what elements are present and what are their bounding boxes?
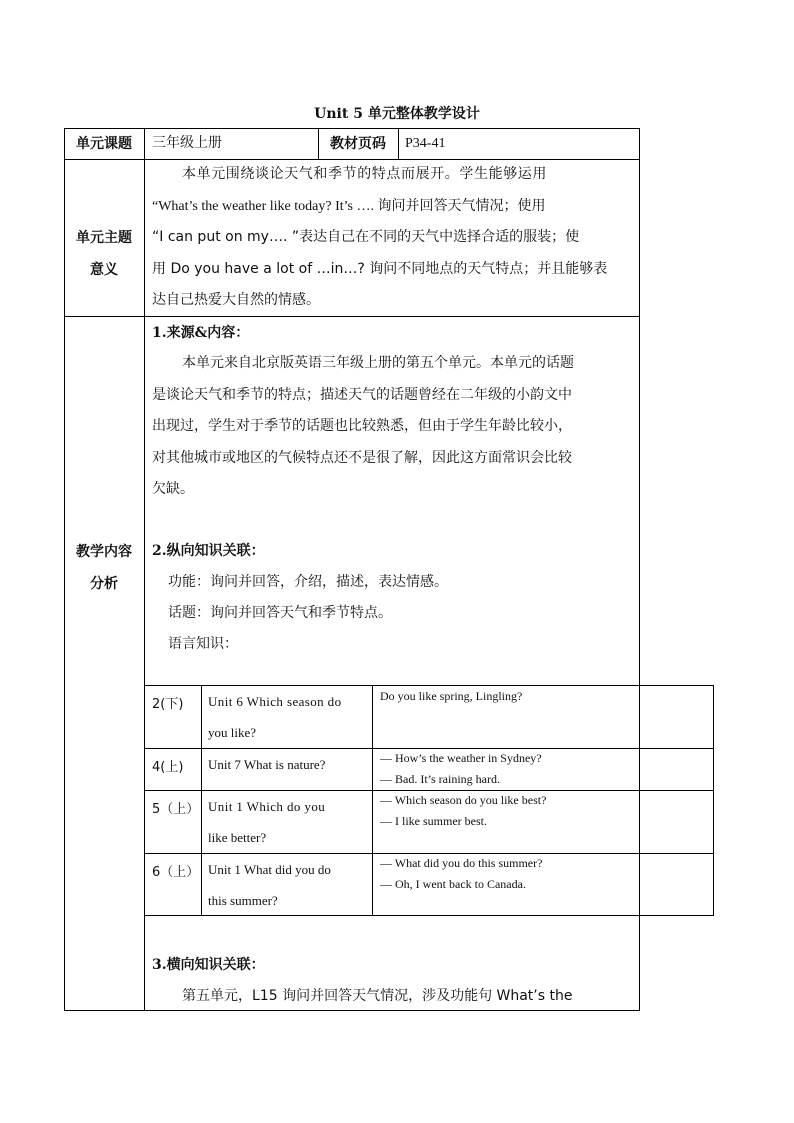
- table-row-example: — Which season do you like best?: [380, 793, 547, 807]
- label-textbook-pages: 教材页码: [330, 136, 386, 152]
- textbook-pages-value: P34-41: [405, 136, 446, 151]
- label-content-analysis-line2: 分析: [90, 576, 118, 592]
- table-row-example: — What did you do this summer?: [380, 856, 543, 870]
- table-row-grade: 6（上）: [152, 865, 200, 880]
- theme-line: “I can put on my…. ”表达自己在不同的天气中选择合适的服装；使: [152, 229, 580, 245]
- theme-line: 达自己热爱大自然的情感。: [152, 292, 320, 308]
- table-row-grade: 2(下): [152, 697, 184, 712]
- section3-heading: 3.横向知识关联：: [152, 957, 265, 973]
- table-row-unit: Unit 7 What is nature?: [208, 757, 326, 772]
- label-unit-theme-line2: 意义: [90, 262, 118, 278]
- section1-text: [152, 348, 636, 506]
- label-unit-topic: 单元课题: [76, 136, 132, 152]
- section3-line: 第五单元，L15 询问并回答天气情况，涉及功能句 What’s the: [182, 988, 573, 1004]
- table-row-grade: 5（上）: [152, 802, 200, 817]
- table-row-unit: Unit 1 Which do you: [208, 799, 326, 814]
- table-row-unit: Unit 1 What did you do: [208, 862, 331, 877]
- theme-line: 用 Do you have a lot of …in…? 询问不同地点的天气特点；并且能够表: [152, 260, 608, 277]
- table-row-unit: this summer?: [208, 893, 278, 908]
- label-content-analysis-line1: 教学内容: [76, 544, 132, 560]
- theme-line: 本单元围绕谈论天气和季节的特点而展开。学生能够运用: [182, 166, 547, 182]
- table-row-example: — How’s the weather in Sydney?: [380, 751, 542, 765]
- unit-theme-text: [152, 159, 636, 317]
- table-row-grade: 4(上): [152, 760, 184, 775]
- section1-line: 欠缺。: [152, 481, 194, 497]
- section1-line: 是谈论天气和季节的特点；描述天气的话题曾经在二年级的小韵文中: [152, 386, 572, 403]
- unit-topic-value: 三年级上册: [152, 135, 222, 151]
- label-content-analysis: [64, 536, 144, 600]
- table-row-example: — Oh, I went back to Canada.: [380, 877, 526, 891]
- section1-heading: 1.来源&内容：: [152, 325, 250, 341]
- table-row-example: Do you like spring, Lingling?: [380, 689, 523, 703]
- document-title: Unit 5 单元整体教学设计: [314, 106, 480, 122]
- table-row-example: — I like summer best.: [380, 814, 487, 828]
- section2-heading: 2.纵向知识关联：: [152, 543, 265, 559]
- table-row-unit: you like?: [208, 725, 257, 740]
- language-knowledge-line: 语言知识：: [168, 636, 238, 652]
- table-row-unit: like better?: [208, 830, 267, 845]
- label-unit-theme: [64, 222, 144, 286]
- section1-line: 出现过，学生对于季节的话题也比较熟悉，但由于学生年龄比较小，: [152, 418, 572, 434]
- topic-line: 话题：询问并回答天气和季节特点。: [168, 605, 392, 621]
- label-unit-theme-line1: 单元主题: [76, 230, 132, 246]
- section1-line: 对其他城市或地区的气候特点还不是很了解，因此这方面常识会比较: [152, 449, 572, 466]
- function-line: 功能：询问并回答，介绍，描述，表达情感。: [168, 574, 448, 590]
- theme-line: “What’s the weather like today? It’s …. 询问并回答天气情况；使用: [152, 198, 546, 214]
- section1-line: 本单元来自北京版英语三年级上册的第五个单元。本单元的话题: [182, 355, 574, 371]
- table-row-unit: Unit 6 Which season do: [208, 694, 342, 709]
- table-row-example: — Bad. It’s raining hard.: [380, 772, 500, 786]
